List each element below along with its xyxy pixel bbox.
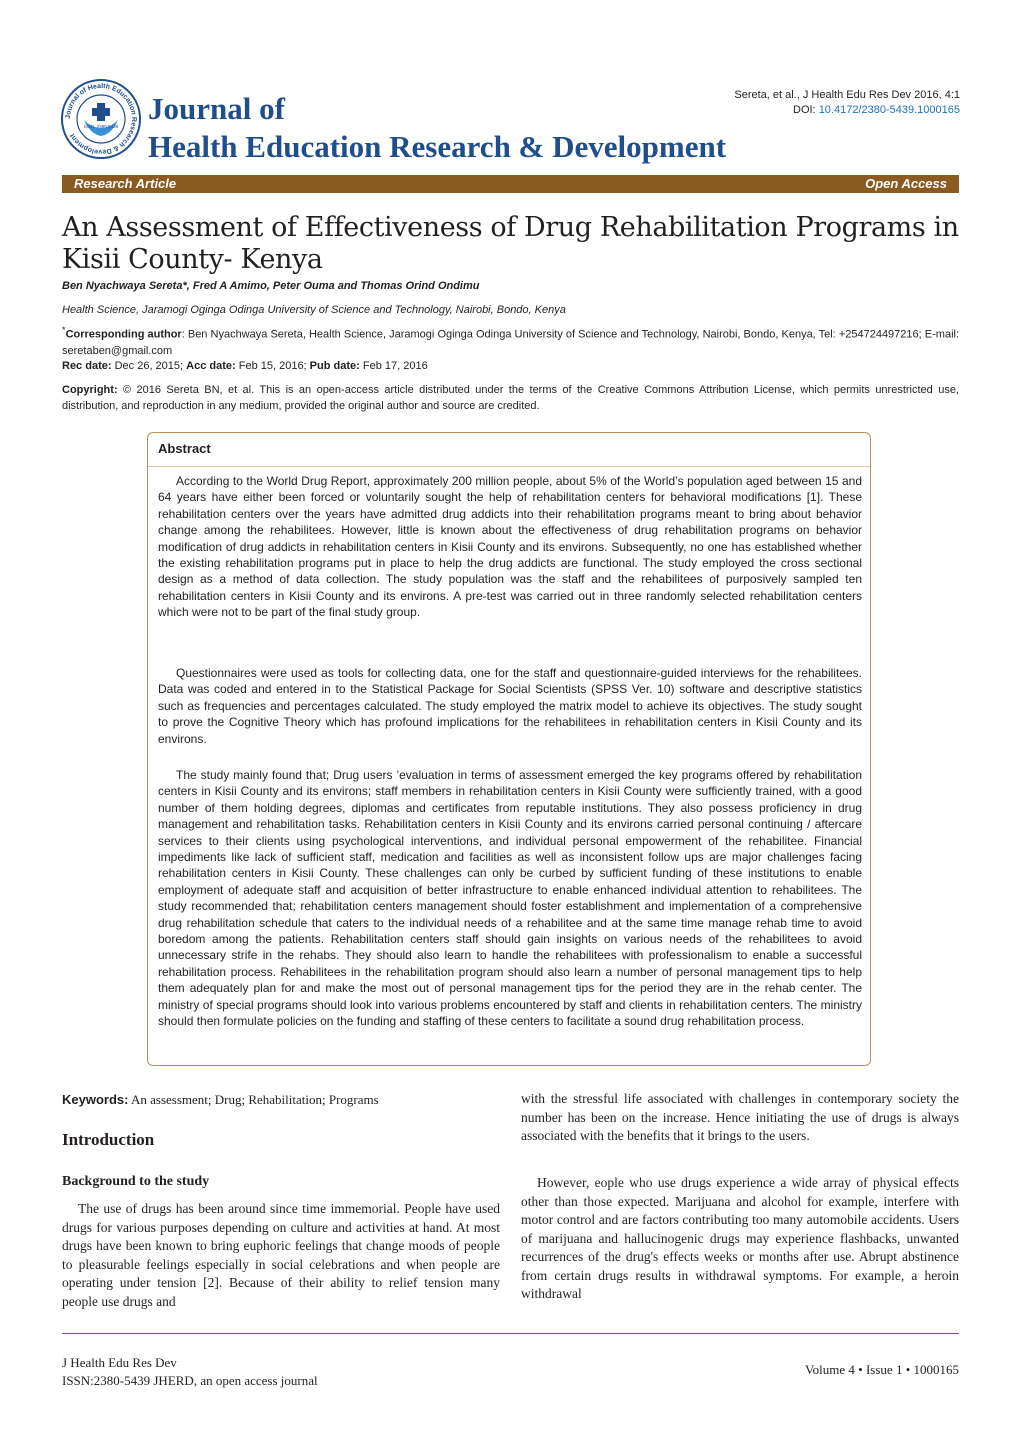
acc-label: Acc date:: [186, 360, 236, 372]
rec-label: Rec date:: [62, 360, 112, 372]
rec-date: Dec 26, 2015;: [111, 360, 187, 372]
footer-volume: Volume 4 • Issue 1 • 1000165: [804, 1362, 959, 1377]
body-paragraph: with the stressful life associated with challenges in contemporary society the number has been on the increase. Hence initiating the use of drugs is always associated with the benefits that it brings to the users.: [521, 1091, 959, 1143]
footer-journal-info: [62, 1354, 318, 1390]
article-type-bar: [62, 175, 959, 193]
acc-date: Feb 15, 2016;: [235, 360, 310, 372]
authors: Ben Nyachwaya Sereta*, Fred A Amimo, Peter Ouma and Thomas Orind Ondimu: [62, 280, 480, 292]
corresponding-author: [62, 322, 959, 359]
affiliation: Health Science, Jaramogi Oginga Odinga University of Science and Technology, Nairobi, Bondo, Kenya: [62, 304, 566, 316]
logo-issn: ISSN: 2380-5439: [83, 124, 119, 129]
article-type: Research Article: [74, 176, 177, 191]
body-paragraph: The use of drugs has been around since time immemorial. People have used drugs for various purposes depending on culture and activities at hand. At most drugs have been known to bring euphoric feelings that change moods of people to pleasurable feelings especially in social celebrations and when people are operating under tension [2]. Because of their ability to relief tension many people use drugs and: [62, 1201, 500, 1309]
journal-title-line2: Health Education Research & Development: [148, 129, 727, 164]
doi: [620, 103, 960, 118]
logo-ring-text: Journal of Health Education Research & Development: [64, 82, 138, 156]
journal-logo: [60, 78, 142, 160]
pub-label: Pub date:: [309, 360, 360, 372]
copyright-text: © 2016 Sereta BN, et al. This is an open-access article distributed under the terms of the Creative Commons Attribution License, which permits unrestricted use, distribution, and reproduction in any medium, provided the original author and source are credited.: [62, 384, 959, 412]
journal-title-line1: Journal of: [148, 91, 285, 126]
doi-label: DOI:: [793, 104, 816, 116]
section-heading-introduction: Introduction: [62, 1130, 155, 1149]
abstract-paragraph: The study mainly found that; Drug users ’evaluation in terms of assessment emerged the key programs offered by rehabilitation centers in Kisii County and its environs; staff members in rehabilitation centers in Kisii County were sufficiently trained, with a good number of them holding degrees, diplomas and certificates from reputable institutions. They also possess proficiency in drug management and rehabilitation tasks. Rehabilitation centers in Kisii County and its environs carried personal continuing / aftercare services to their clients using psychological interventions, and individual personal empowerment of the rehabilitee. Financial impediments like lack of sufficient staff, medication and facilities as well as inconsistent follow ups are major challenges facing rehabilitation centers in Kisii County. These challenges can only be curbed by sufficient funding of these institutions to enable employment of adequate staff and acquisition of better infrastructure to enable enhanced individual attention to rehabilitees. The study recommended that; rehabilitation centers management should foster establishment and implementation of a comprehensive drug rehabilitation schedule that caters to the individual needs of a rehabilitee and at the same time manage rehab time to avoid boredom among the patients. Rehabilitation centers staff should gain insights on various needs of the rehabilitees to avoid unnecessary strife in the rehabs. They should also learn to handle the rehabilitees with professionalism to enable a successful rehabilitation process. Rehabilitees in the rehabilitation program should also learn a number of personal management tips to help them adequately plan for and make the most out of personal management tips for the period they are in the rehab center. The ministry of special programs should look into various problems encountered by staff and clients in rehabilitation centers. The ministry should then formulate policies on the funding and staffing of these centers to facilitate a sound drug rehabilitation process.: [158, 768, 862, 1029]
footer-journal-abbrev: J Health Edu Res Dev: [62, 1355, 177, 1370]
abstract-heading: Abstract: [158, 441, 211, 456]
abstract-divider: [148, 466, 870, 467]
doi-link[interactable]: 10.4172/2380-5439.1000165: [818, 104, 960, 116]
keywords: [62, 1092, 502, 1108]
footer-divider: [62, 1333, 959, 1334]
keywords-text: An assessment; Drug; Rehabilitation; Programs: [128, 1092, 379, 1107]
abstract-paragraph: Questionnaires were used as tools for collecting data, one for the staff and questionnaire-guided interviews for the rehabilitees. Data was coded and entered in to the Statistical Package for Social Scientists (SPSS Ver. 10) software and descriptive statistics such as frequencies and percentages calculated. The study employed the matrix model to achieve its objectives. The study sought to prove the Cognitive Theory which has profound implications for the rehabilitees in rehabilitation centers in Kisii County and its environs.: [158, 666, 862, 746]
keywords-label: Keywords:: [62, 1092, 129, 1107]
corr-label: Corresponding author: [65, 328, 182, 341]
copyright: [62, 382, 959, 414]
cross-hands-icon: [84, 103, 118, 136]
pub-date: Feb 17, 2016: [359, 360, 428, 372]
corr-mark: *: [62, 325, 66, 335]
abstract-paragraph: According to the World Drug Report, approximately 200 million people, about 5% of the World’s population aged between 15 and 64 years have either been forced or voluntarily sought the help of rehabilitation centers for behavioral modifications [1]. These rehabilitation centers over the years have admitted drug addicts into their rehabilitation programs meant to bring about behavior change among the rehabilitees. However, little is known about the effectiveness of drug rehabilitation programs on behavior modification of drug addicts in rehabilitation centers in Kisii County and its environs. Subsequently, no one has established whether the existing rehabilitation programs put in place to help the drug addicts are functional. The study employed the cross sectional design as a method of data collection. The study population was the staff and the rehabilitees of purposively sampled ten rehabilitation centers in Kisii County and its environs. A pre-test was carried out in three randomly selected rehabilitation centers which were not to be part of the final study group.: [158, 474, 862, 620]
abstract-box: [147, 432, 871, 1066]
citation-block: [620, 88, 960, 118]
article-dates: [62, 358, 962, 374]
corr-text: : Ben Nyachwaya Sereta, Health Science, Jaramogi Oginga Odinga University of Science and Technology, Nairobi, Bondo, Kenya, Tel: +254724497216; E-mail: seretaben@gmail.com: [62, 328, 960, 357]
copyright-label: Copyright:: [62, 384, 118, 396]
subsection-heading-background: Background to the study: [62, 1174, 210, 1189]
footer-issn: ISSN:2380-5439 JHERD, an open access journal: [62, 1373, 318, 1388]
article-title: An Assessment of Effectiveness of Drug Rehabilitation Programs in Kisii County- Kenya: [62, 212, 959, 275]
open-access-label: Open Access: [865, 176, 947, 191]
citation: Sereta, et al., J Health Edu Res Dev 2016, 4:1: [734, 89, 960, 101]
body-paragraph: However, eople who use drugs experience a wide array of physical effects other than those expected. Marijuana and alcohol for example, interfere with motor control and are factors contributing too many automobile accidents. Users of marijuana and hallucinogenic drugs may experience flashbacks, unwanted recurrences of the drug's effects weeks or months after use. Abrupt abstinence from certain drugs results in withdrawal symptoms. For example, a heroin withdrawal: [521, 1175, 959, 1301]
